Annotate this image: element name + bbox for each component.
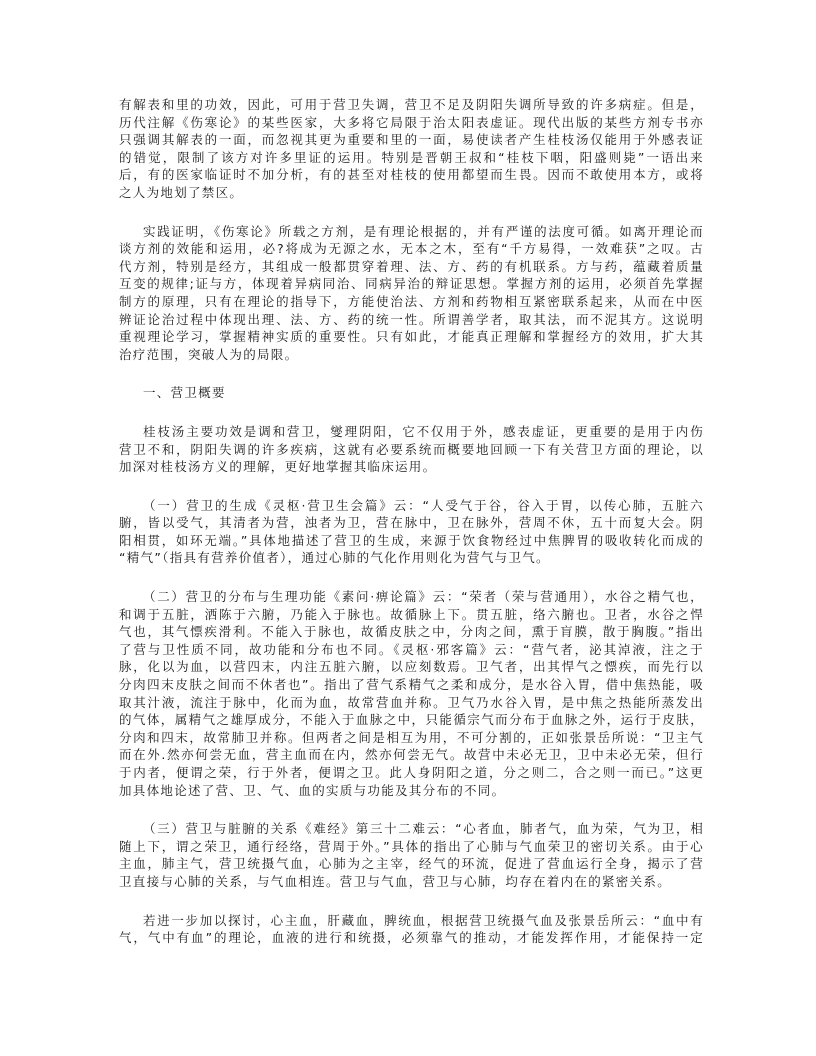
text-line: 气，气中有血”的理论，血液的进行和统摄，必须靠气的推动，才能发挥作用，才能保持一定 — [119, 930, 704, 946]
text-line: 有解表和里的功效，因此，可用于营卫失调，营卫不足及阴阳失调所导致的许多病症。但是， — [119, 97, 704, 112]
text-line: 腑，皆以受气，其清者为营，浊者为卫，营在脉中，卫在脉外，营周不休，五十而复大会。阴 — [119, 515, 704, 531]
section-heading — [119, 384, 704, 402]
text-line: 和调于五脏，洒陈于六腑，乃能入于脉也。故循脉上下。贯五脏，络六腑也。卫者，水谷之悍 — [119, 606, 704, 622]
paragraph — [119, 96, 704, 202]
paragraph — [119, 423, 704, 476]
text-line: 历代注解《伤寒论》的某些医家，大多将它局限于治太阳表虚证。现代出版的某些方剂专书亦 — [119, 114, 704, 130]
text-line: 随上下，谓之荣卫，通行经络，营周于外。”具体的指出了心肺与气血荣卫的密切关系。由于心 — [119, 838, 704, 854]
text-line: 了营与卫性质不同，故功能和分布也不同。《灵枢·邪客篇》云：“营气者，泌其淖液，注之于 — [119, 641, 704, 657]
heading-text: 一、营卫概要 — [143, 385, 226, 401]
text-line: 制方的原理，只有在理论的指导下，方能使治法、方剂和药物相互紧密联系起来，从而在中医 — [119, 293, 704, 309]
text-line: 脉，化以为血，以营四末，内注五脏六腑，以应刻数焉。卫气者，出其悍气之慓疾，而先行以 — [119, 659, 704, 675]
text-line: 取其汁液，流注于脉中，化而为血，故常营血并称。卫气乃水谷入胃，是中焦之热能所蒸发出 — [119, 694, 704, 710]
text-line: 的气体，属精气之雄厚成分，不能入于血脉之中，只能循宗气而分布于血脉之外，运行于皮肤， — [119, 712, 704, 728]
document-page — [119, 96, 704, 968]
text-line: 的错觉，限制了该方对许多里证的运用。特别是晋朝王叔和“桂枝下咽，阳盛则毙”一语出来 — [119, 149, 704, 165]
text-line: 桂枝汤主要功效是调和营卫，燮理阴阳，它不仅用于外，感表虚证，更重要的是用于内伤 — [143, 423, 704, 439]
text-line: （二）营卫的分布与生理功能《素问·痹论篇》云：“荣者（荣与营通用），水谷之精气也， — [143, 589, 704, 605]
text-line: 谈方剂的效能和运用，必?将成为无源之水，无本之木，至有“千方易得，一效难获”之叹。古 — [119, 241, 704, 257]
text-line: 治疗范围，突破人为的局限。 — [119, 346, 299, 362]
paragraph — [119, 223, 704, 364]
text-line: “精气”（指具有营养价值者），通过心肺的气化作用则化为营气与卫气。 — [119, 550, 550, 566]
text-line: 阳相贯，如环无端。”具体地描述了营卫的生成，来源于饮食物经过中焦脾胃的吸收转化而成的 — [119, 532, 704, 548]
text-line: 后，有的医家临证时不加分析，有的甚至对桂枝的使用都望而生畏。因而不敢使用本方，或将 — [119, 167, 704, 183]
text-line: 只强调其解表的一面，而忽视其更为重要和里的一面，易使读者产生桂枝汤仅能用于外感表证 — [119, 132, 704, 148]
text-line: （一）营卫的生成《灵枢·营卫生会篇》云：“人受气于谷，谷入于胃，以传心肺，五脏六 — [143, 497, 704, 513]
text-line: 分肉四末皮肤之间而不休者也”。指出了营气系精气之柔和成分，是水谷入胃，借中焦热能，吸 — [119, 677, 704, 693]
text-line: 而在外.然亦何尝无血，营主血而在内，然亦何尝无气。故营中未必无卫，卫中未必无荣，但行 — [119, 747, 704, 763]
paragraph — [119, 912, 704, 947]
text-line: 辨证论治过程中体现出理、法、方、药的统一性。所谓善学者，取其法，而不泥其方。这说明 — [119, 311, 704, 327]
text-line: 重视理论学习，掌握精神实质的重要性。只有如此，才能真正理解和掌握经方的效用，扩大其 — [119, 329, 704, 345]
text-line: （三）营卫与脏腑的关系《难经》第三十二难云：“心者血，肺者气，血为荣，气为卫，相 — [143, 821, 704, 837]
paragraph — [119, 497, 704, 567]
text-line: 加深对桂枝汤方义的理解，更好地掌握其临床运用。 — [119, 459, 437, 475]
text-line: 气也，其气慓疾滑利。不能入于脉也，故循皮肤之中，分肉之间，熏于肓膜，散于胸腹。”指出 — [119, 624, 704, 640]
text-line: 代方剂，特别是经方，其组成一般都贯穿着理、法、方、药的有机联系。方与药，蕴藏着质量 — [119, 258, 704, 274]
text-line: 主血，肺主气，营卫统摄气血，心肺为之主宰，经气的环流，促进了营血运行全身，揭示了营 — [119, 856, 704, 872]
text-line: 加具体地论述了营、卫、气、血的实质与功能及其分布的不同。 — [119, 782, 506, 798]
text-line: 互变的规律;证与方，体现着异病同治、同病异治的辩证思想。掌握方剂的运用，必须首先掌握 — [119, 276, 704, 292]
text-line: 若进一步加以探讨，心主血，肝藏血，脾统血，根据营卫统摄气血及张景岳所云：“血中有 — [143, 912, 704, 928]
text-line: 实践证明，《伤寒论》所载之方剂，是有理论根据的，并有严谨的法度可循。如离开理论而 — [143, 223, 704, 239]
text-line: 分肉和四末，故常肺卫并称。但两者之间是相互为用，不可分割的，正如张景岳所说：“卫主气 — [119, 729, 704, 745]
text-line: 卫直接与心肺的关系，与气血相连。营卫与气血，营卫与心肺，均存在着内在的紧密关系。 — [119, 873, 672, 889]
text-line: 之人为地划了禁区。 — [119, 184, 244, 200]
text-line: 于内者，便谓之荣，行于外者，便谓之卫。此人身阴阳之道，分之则二，合之则一而已。”这更 — [119, 765, 704, 780]
text-line: 营卫不和，阴阳失调的许多疾病，这就有必要系统而概要地回顾一下有关营卫方面的理论，以 — [119, 441, 704, 457]
paragraph — [119, 820, 704, 890]
paragraph — [119, 588, 704, 799]
